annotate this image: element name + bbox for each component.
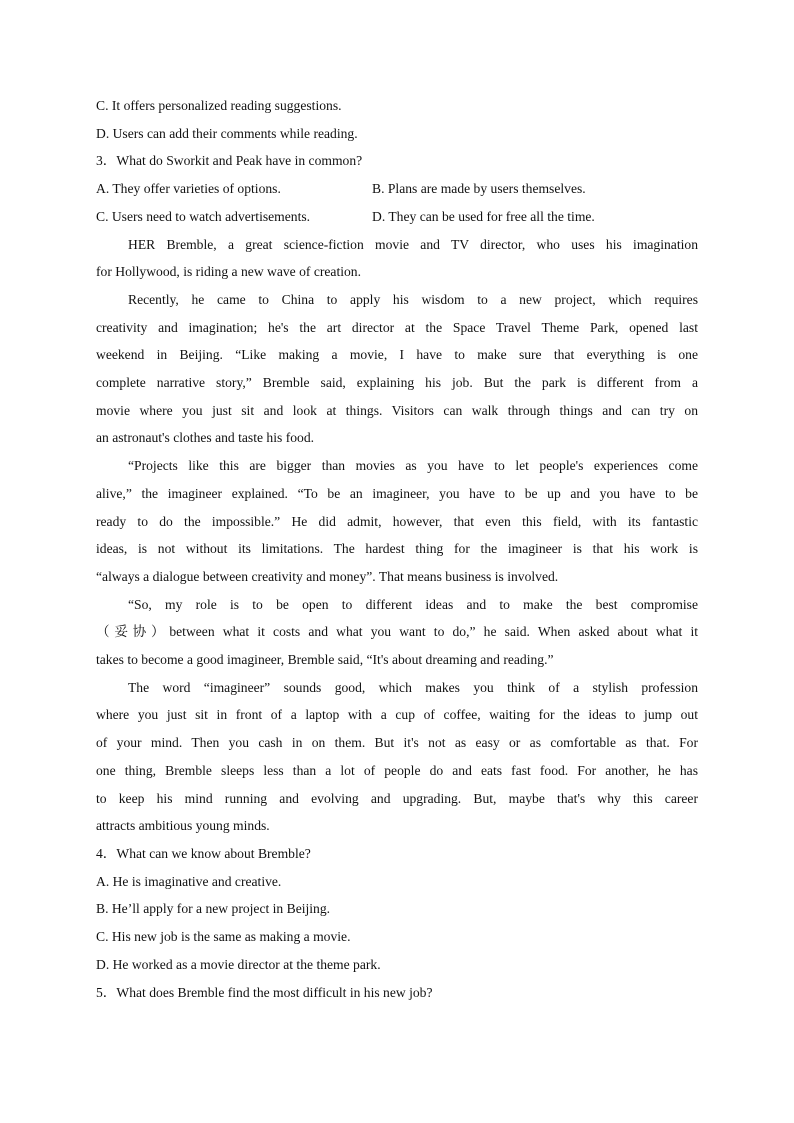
passage-line: “So, my role is to be open to different ideas and to make the best compromise bbox=[128, 596, 698, 612]
q4-option-d: D. He worked as a movie director at the theme park. bbox=[96, 956, 381, 972]
question-4: 4．What can we know about Bremble? bbox=[96, 845, 311, 861]
q3-option-d: D. They can be used for free all the time. bbox=[372, 208, 595, 224]
passage-line: HER Bremble, a great science-fiction movie and TV director, who uses his imagination bbox=[128, 236, 698, 252]
question-3-options-row-2 bbox=[96, 203, 698, 231]
q4-option-c: C. His new job is the same as making a movie. bbox=[96, 929, 351, 945]
option-c-prev: C. It offers personalized reading suggestions. bbox=[96, 98, 342, 113]
passage-line: “always a dialogue between creativity and money”. That means business is involved. bbox=[96, 568, 559, 584]
passage-line: The word “imagineer” sounds good, which makes you think of a stylish profession bbox=[128, 679, 698, 695]
passage-line: one thing, Bremble sleeps less than a lot of people do and eats fast food. For another, he has bbox=[96, 762, 698, 778]
passage-line: takes to become a good imagineer, Bremble said, “It's about dreaming and reading.” bbox=[96, 652, 554, 668]
question-5: 5．What does Bremble find the most difficult in his new job? bbox=[96, 984, 433, 1000]
passage-line: “Projects like this are bigger than movies as you have to let people's experiences come bbox=[128, 458, 698, 474]
passage-line: alive,” the imagineer explained. “To be an imagineer, you have to be up and you have to be bbox=[96, 485, 698, 501]
q3-option-a: A. They offer varieties of options. bbox=[96, 181, 281, 197]
passage-line: complete narrative story,” Bremble said, explaining his job. But the park is different from a bbox=[96, 375, 698, 391]
passage-line: of your mind. Then you cash in on them. But it's not as easy or as comfortable as that. For bbox=[96, 735, 698, 751]
passage-line: to keep his mind running and evolving and upgrading. But, maybe that's why this career bbox=[96, 790, 698, 806]
option-d-prev: D. Users can add their comments while reading. bbox=[96, 125, 358, 141]
passage-line: creativity and imagination; he's the art director at the Space Travel Theme Park, opened last bbox=[96, 319, 698, 335]
passage-line: where you just sit in front of a laptop with a cup of coffee, waiting for the ideas to jump out bbox=[96, 707, 698, 723]
passage-line: Recently, he came to China to apply his wisdom to a new project, which requires bbox=[128, 291, 698, 307]
q4-option-b: B. He’ll apply for a new project in Beijing. bbox=[96, 901, 331, 917]
passage-line: ready to do the impossible.” He did admit, however, that even this field, with its fantastic bbox=[96, 513, 698, 529]
document-page bbox=[96, 92, 698, 1006]
passage-line: attracts ambitious young minds. bbox=[96, 818, 270, 834]
reading-passage bbox=[96, 231, 698, 840]
question-3-options-row-1 bbox=[96, 175, 698, 203]
passage-line: ideas, is not without its limitations. The hardest thing for the imagineer is that his work is bbox=[96, 541, 698, 557]
passage-line: for Hollywood, is riding a new wave of creation. bbox=[96, 264, 362, 280]
q4-option-a: A. He is imaginative and creative. bbox=[96, 873, 282, 889]
passage-line: （妥协）between what it costs and what you want to do,” he said. When asked about what it bbox=[96, 624, 698, 640]
q3-option-b: B. Plans are made by users themselves. bbox=[372, 181, 586, 197]
q3-option-c: C. Users need to watch advertisements. bbox=[96, 208, 311, 224]
passage-line: movie where you just sit and look at things. Visitors can walk through things and can try on bbox=[96, 402, 698, 418]
passage-line: an astronaut's clothes and taste his food. bbox=[96, 430, 315, 446]
passage-line: weekend in Beijing. “Like making a movie, I have to make sure that everything is one bbox=[96, 347, 698, 363]
question-3: 3．What do Sworkit and Peak have in common? bbox=[96, 153, 363, 169]
